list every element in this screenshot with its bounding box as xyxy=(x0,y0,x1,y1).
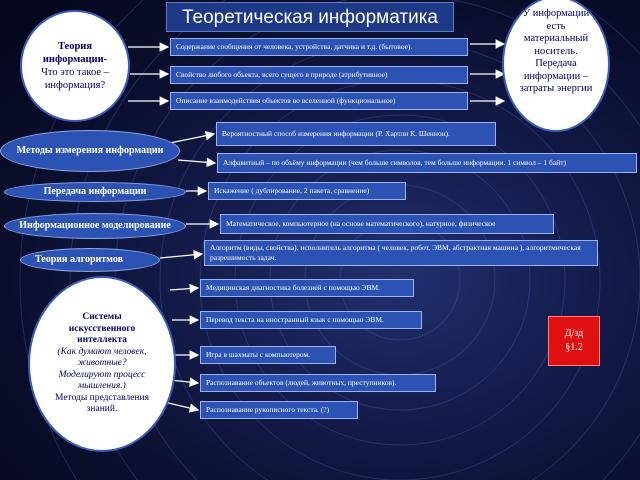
measurement-item-probabilistic: Вероятностный способ измерения информации (Р. Хартли К. Шеннон). xyxy=(216,122,496,146)
measurement-item-alphabetic: Алфавитный – по объёму информации (чем больше символов, тем больше информации. 1 символ – 1 байт) xyxy=(217,153,637,173)
homework-label: Д/зд xyxy=(564,328,584,339)
ai-item-chess: Игра в шахматы с компьютером. xyxy=(200,346,336,364)
ai-oval-question: (Как думают человек, животные? Моделируют процесс мышления.) xyxy=(57,346,147,392)
ai-oval-footer: Методы представления знаний. xyxy=(55,392,149,415)
algorithms-item: Алгоритм (виды, свойства), исполнитель алгоритма ( человек, робот, ЭВМ, абстрактная машина ), алгоритмическая разрешимость задач. xyxy=(204,240,598,266)
homework-badge xyxy=(548,316,600,366)
carrier-oval-text: У информации есть материальный носитель. Передача информации – затраты энергии xyxy=(519,8,593,94)
definition-box-1: Содержание сообщения от человека, устройства, датчика и т.д. (бытовое). xyxy=(170,38,468,56)
theory-oval-heading: Теория информации- xyxy=(42,41,108,65)
page-title: Теоретическая информатика xyxy=(166,2,454,32)
carrier-oval xyxy=(502,0,610,132)
ai-item-object-recognition: Распознавание объектов (людей, животных, преступников). xyxy=(200,374,436,392)
algorithms-oval: Теория алгоритмов xyxy=(20,248,160,272)
definition-box-3: Описание взаимодействия объектов во вселенной (функциональное) xyxy=(170,92,468,110)
transfer-item: Искажение ( дублирование, 2 пакета, сравнение) xyxy=(208,182,406,200)
modeling-item: Математическое, компьютерное (на основе математического), натурное, физическое xyxy=(220,214,554,234)
ai-oval-heading: Системы искусственного интеллекта xyxy=(68,312,136,346)
theory-oval-question: Что это такое – информация? xyxy=(41,67,109,91)
ai-item-translation: Перевод текста на иностранный язык с помощью ЭВМ. xyxy=(200,311,422,329)
measurement-oval: Методы измерения информации xyxy=(0,130,180,172)
ai-item-medical-diagnosis: Медицинская диагностика болезней с помощью ЭВМ. xyxy=(200,279,414,297)
theory-oval xyxy=(20,10,130,122)
ai-oval xyxy=(28,276,176,452)
homework-section: §1.2 xyxy=(565,342,583,353)
modeling-oval: Информационное моделирование xyxy=(4,213,186,239)
transfer-oval: Передача информации xyxy=(4,182,186,202)
definition-box-2: Свойство любого объекта, всего сущего в природе (атрибутивное) xyxy=(170,66,468,84)
ai-item-handwriting: Распознавание рукописного текста. (?) xyxy=(200,401,358,419)
